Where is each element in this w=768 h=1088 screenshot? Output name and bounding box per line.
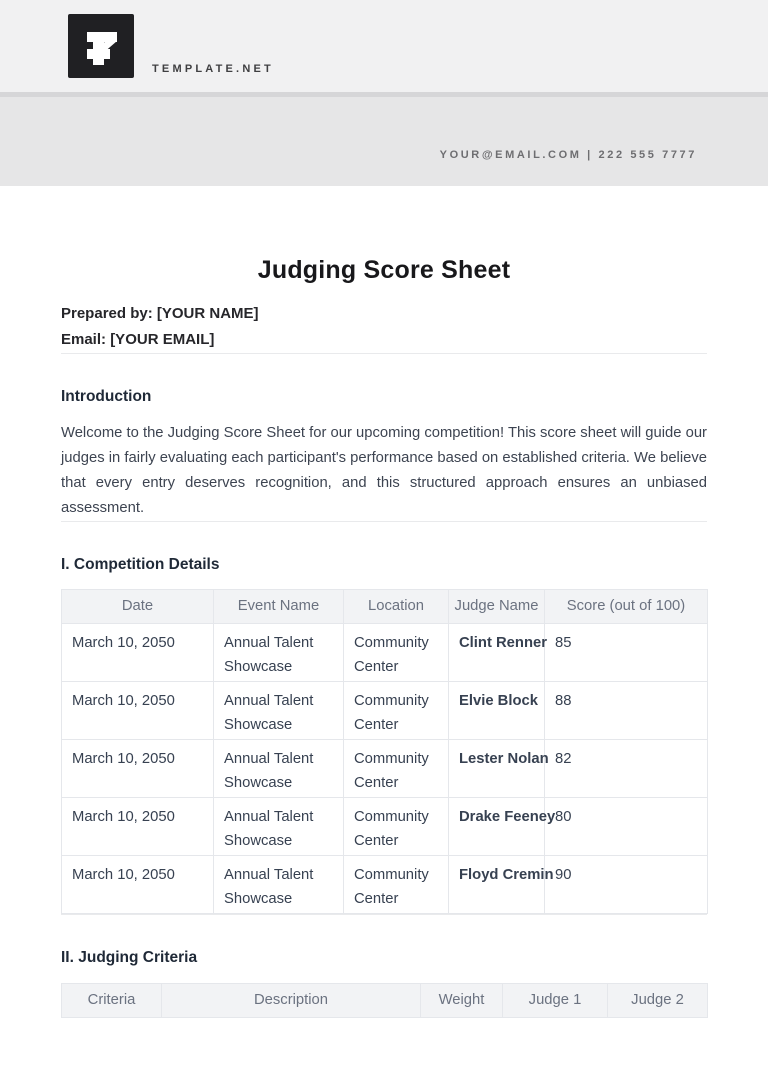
table-header-row bbox=[62, 590, 708, 624]
column-header-criteria: Criteria bbox=[62, 984, 162, 1018]
cell-score: 88 bbox=[545, 682, 708, 740]
cell-location: Community Center bbox=[344, 798, 449, 856]
cell-event: Annual Talent Showcase bbox=[214, 856, 344, 914]
column-header-score: Score (out of 100) bbox=[545, 590, 708, 624]
introduction-heading: Introduction bbox=[61, 388, 152, 405]
section-divider bbox=[61, 914, 707, 915]
email-line bbox=[61, 327, 707, 353]
table-row bbox=[62, 856, 708, 914]
cell-event: Annual Talent Showcase bbox=[214, 624, 344, 682]
judging-criteria-table bbox=[61, 983, 708, 1018]
email-value: [YOUR EMAIL] bbox=[110, 331, 215, 348]
brand-name: TEMPLATE.NET bbox=[152, 63, 274, 75]
cell-date: March 10, 2050 bbox=[62, 856, 214, 914]
cell-event: Annual Talent Showcase bbox=[214, 798, 344, 856]
cell-date: March 10, 2050 bbox=[62, 740, 214, 798]
column-header-weight: Weight bbox=[421, 984, 503, 1018]
table-row bbox=[62, 798, 708, 856]
competition-details-table bbox=[61, 589, 708, 914]
column-header-judge-1: Judge 1 bbox=[503, 984, 608, 1018]
column-header-description: Description bbox=[162, 984, 421, 1018]
column-header-judge-2: Judge 2 bbox=[608, 984, 708, 1018]
table-header-row bbox=[62, 984, 708, 1018]
cell-score: 82 bbox=[545, 740, 708, 798]
cell-score: 85 bbox=[545, 624, 708, 682]
cell-score: 90 bbox=[545, 856, 708, 914]
prepared-by-label: Prepared by: bbox=[61, 305, 157, 322]
cell-judge: Lester Nolan bbox=[449, 740, 545, 798]
cell-judge: Clint Renner bbox=[449, 624, 545, 682]
competition-details-heading: I. Competition Details bbox=[61, 556, 220, 573]
introduction-paragraph: Welcome to the Judging Score Sheet for our upcoming competition! This score sheet will guide our judges in fairly evaluating each participant's performance based on established criteria. We believe that every entry deserves recognition, and this structured approach ensures an unbiased assessment. bbox=[61, 425, 707, 516]
column-header-judge-name: Judge Name bbox=[449, 590, 545, 624]
table-row bbox=[62, 682, 708, 740]
cell-judge: Drake Feeney bbox=[449, 798, 545, 856]
cell-location: Community Center bbox=[344, 856, 449, 914]
document-meta bbox=[61, 301, 707, 353]
cell-score: 80 bbox=[545, 798, 708, 856]
cell-location: Community Center bbox=[344, 682, 449, 740]
cell-date: March 10, 2050 bbox=[62, 682, 214, 740]
column-header-event-name: Event Name bbox=[214, 590, 344, 624]
letterhead bbox=[0, 0, 768, 92]
email-label: Email: bbox=[61, 331, 111, 348]
cell-location: Community Center bbox=[344, 624, 449, 682]
cell-event: Annual Talent Showcase bbox=[214, 682, 344, 740]
cell-event: Annual Talent Showcase bbox=[214, 740, 344, 798]
prepared-by-line bbox=[61, 301, 707, 327]
prepared-by-value: [YOUR NAME] bbox=[156, 305, 259, 322]
judging-criteria-heading: II. Judging Criteria bbox=[61, 949, 198, 966]
templatenet-logo-icon bbox=[68, 14, 134, 78]
cell-date: March 10, 2050 bbox=[62, 624, 214, 682]
column-header-date: Date bbox=[62, 590, 214, 624]
cell-judge: Elvie Block bbox=[449, 682, 545, 740]
section-divider bbox=[61, 353, 707, 354]
table-row bbox=[62, 740, 708, 798]
table-row bbox=[62, 624, 708, 682]
cell-location: Community Center bbox=[344, 740, 449, 798]
cell-judge: Floyd Cremin bbox=[449, 856, 545, 914]
page-title: Judging Score Sheet bbox=[257, 256, 511, 284]
column-header-location: Location bbox=[344, 590, 449, 624]
cell-date: March 10, 2050 bbox=[62, 798, 214, 856]
contact-info: YOUR@EMAIL.COM | 222 555 7777 bbox=[439, 149, 697, 161]
document-body bbox=[0, 256, 768, 1018]
contact-bar bbox=[0, 97, 768, 186]
section-divider bbox=[61, 521, 707, 522]
